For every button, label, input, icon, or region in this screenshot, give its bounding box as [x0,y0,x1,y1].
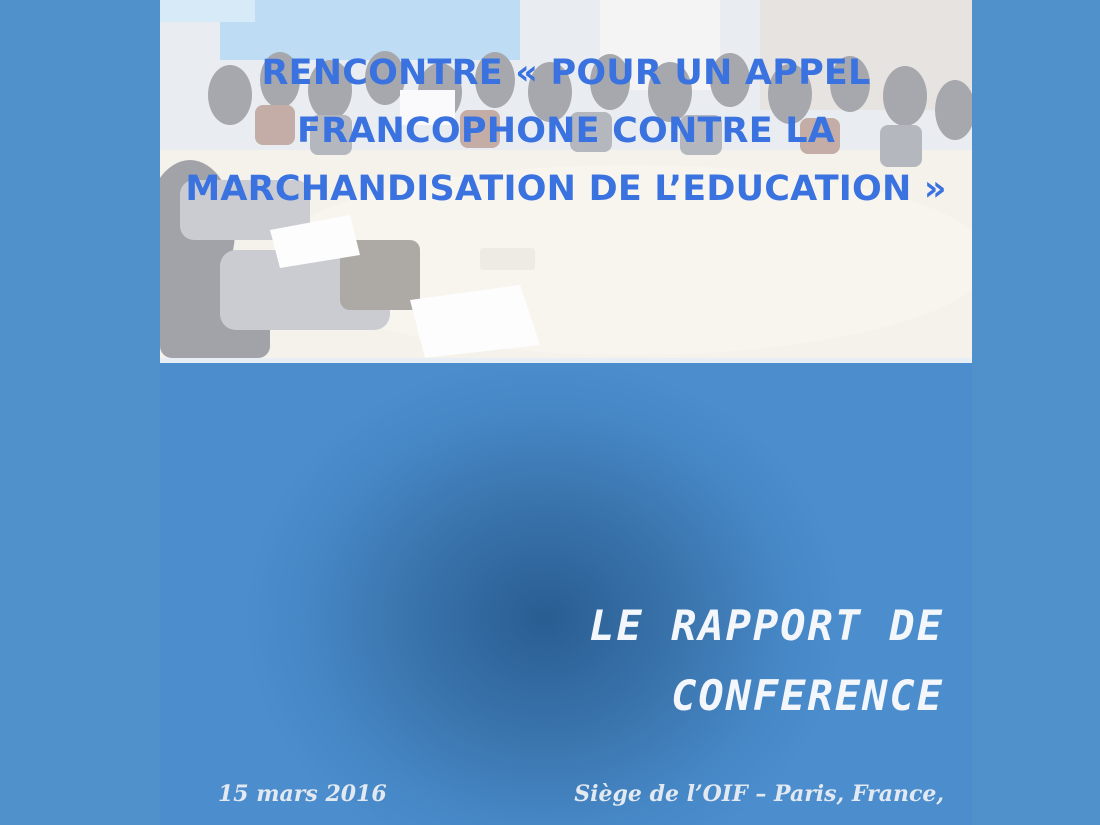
conference-photo [160,0,972,358]
report-cover [160,0,972,825]
cover-title-line-3: MARCHANDISATION DE L’EDUCATION » [185,169,947,209]
report-heading [589,591,944,731]
cover-title [160,44,972,218]
cover-title-line-1: RENCONTRE « POUR UN APPEL [261,53,871,93]
report-date: 15 mars 2016 [218,781,387,807]
cover-lower-panel [160,363,972,825]
cover-title-line-2: FRANCOPHONE CONTRE LA [296,111,835,151]
report-heading-line-2: CONFERENCE [671,671,944,720]
report-venue: Siège de l’OIF – Paris, France, [574,781,944,807]
report-heading-line-1: LE RAPPORT DE [589,601,944,650]
